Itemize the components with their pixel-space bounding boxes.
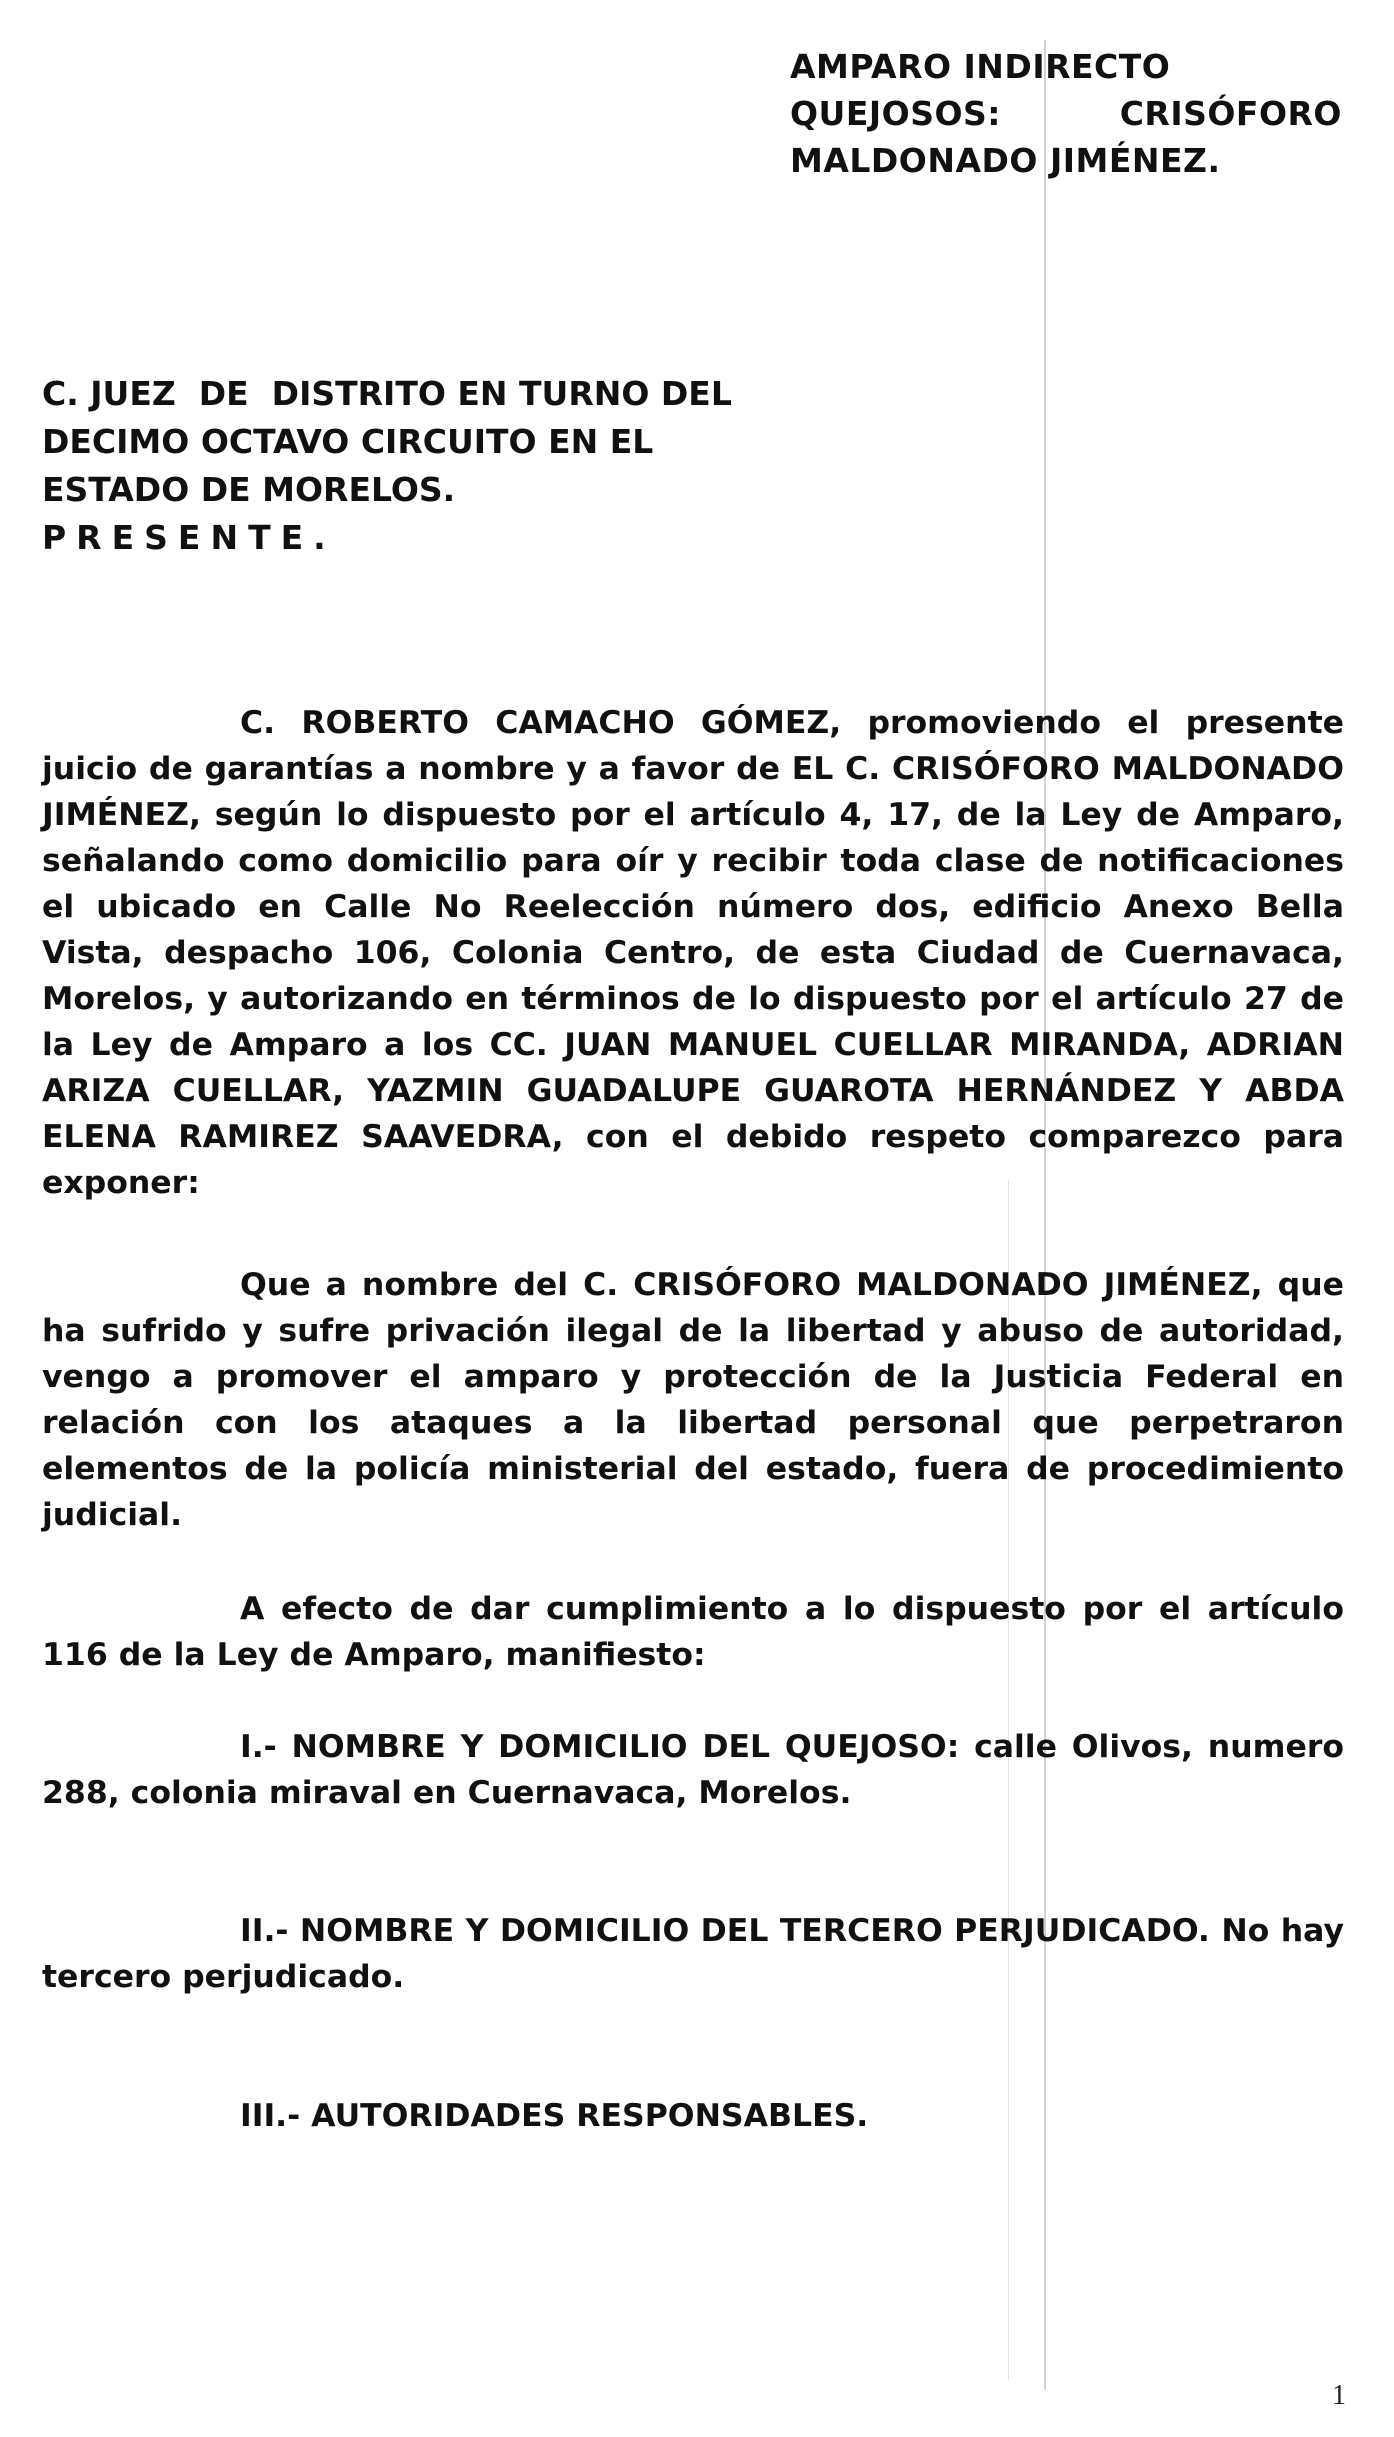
addressee-block bbox=[42, 370, 802, 562]
scan-fold-line bbox=[1044, 40, 1046, 2390]
case-type: AMPARO INDIRECTO bbox=[790, 47, 1171, 86]
section-third-party: II.- NOMBRE Y DOMICILIO DEL TERCERO PERJUDICADO. No hay tercero perjudicado. bbox=[42, 1913, 1344, 1995]
intro-paragraph: C. ROBERTO CAMACHO GÓMEZ, promoviendo el presente juicio de garantías a nombre y a favor de EL C. CRISÓFORO MALDONADO JIMÉNEZ, según lo dispuesto por el artículo 4, 17, de la Ley de Amparo, señalando como domicilio para oír y recibir toda clase de notificaciones el ubicado en Calle No Reelección número dos, edificio Anexo Bella Vista, despacho 106, Colonia Centro, de esta Ciudad de Cuernavaca, Morelos, y autorizando en términos de lo dispuesto por el artículo 27 de la Ley de Amparo a los CC. JUAN MANUEL CUELLAR MIRANDA, ADRIAN ARIZA CUELLAR, YAZMIN GUADALUPE GUAROTA HERNÁNDEZ Y ABDA ELENA RAMIREZ SAAVEDRA, con el debido respeto comparezco para exponer: bbox=[42, 705, 1344, 1201]
plaintiff-surname: MALDONADO JIMÉNEZ. bbox=[790, 141, 1221, 180]
addressee-line-4: PRESENTE. bbox=[42, 518, 336, 557]
page-number: 1 bbox=[1332, 2380, 1346, 2411]
addressee-line-3: ESTADO DE MORELOS. bbox=[42, 470, 456, 509]
compliance-paragraph: A efecto de dar cumplimiento a lo dispuesto por el artículo 116 de la Ley de Amparo, manifiesto: bbox=[42, 1591, 1344, 1673]
petition-paragraph: Que a nombre del C. CRISÓFORO MALDONADO JIMÉNEZ, que ha sufrido y sufre privación ilegal de la libertad y abuso de autoridad, vengo a promover el amparo y protección de la Justicia Federal en relación con los ataques a la libertad personal que perpetraron elementos de la policía ministerial del estado, fuera de procedimiento judicial. bbox=[42, 1267, 1344, 1533]
addressee-line-1: C. JUEZ DE DISTRITO EN TURNO DEL bbox=[42, 374, 732, 413]
section-plaintiff: I.- NOMBRE Y DOMICILIO DEL QUEJOSO: calle Olivos, numero 288, colonia miraval en Cuernavaca, Morelos. bbox=[42, 1729, 1344, 1811]
addressee-line-2: DECIMO OCTAVO CIRCUITO EN EL bbox=[42, 422, 654, 461]
section-authorities: III.- AUTORIDADES RESPONSABLES. bbox=[240, 2098, 869, 2134]
plaintiff-first-name: CRISÓFORO bbox=[1119, 94, 1342, 133]
case-header bbox=[790, 43, 1342, 184]
plaintiff-label-row bbox=[790, 90, 1342, 137]
plaintiff-label: QUEJOSOS: bbox=[790, 94, 1002, 133]
